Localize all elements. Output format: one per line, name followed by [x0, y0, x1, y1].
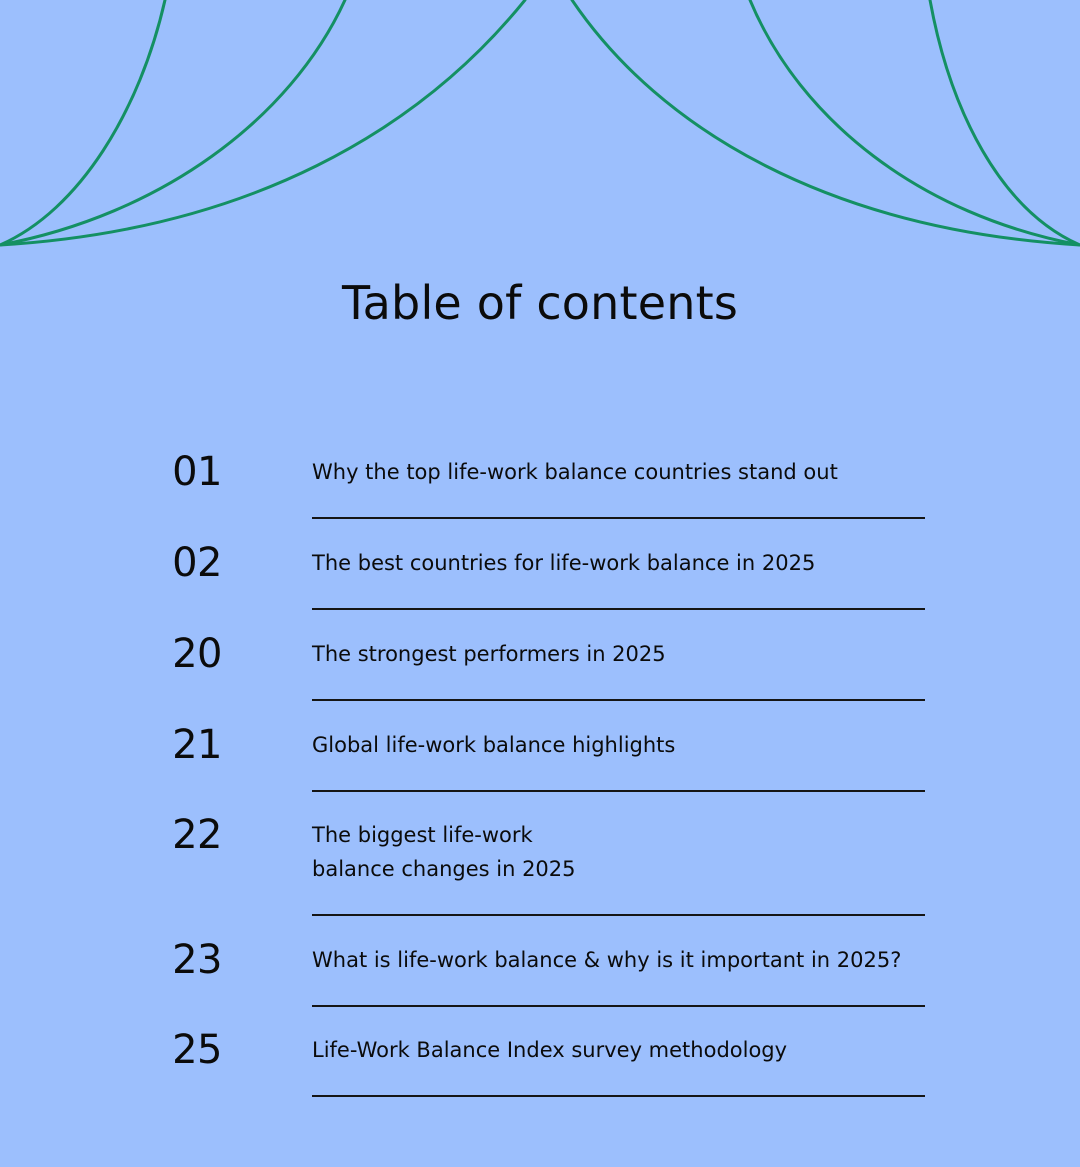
curve-right-2: [750, 0, 1080, 245]
toc-number: 21: [172, 722, 222, 768]
page-title: Table of contents: [341, 276, 739, 330]
toc-number: 25: [172, 1027, 222, 1073]
toc-divider: [312, 1005, 925, 1007]
toc-number: 23: [172, 937, 222, 983]
toc-divider: [312, 699, 925, 701]
curve-left-2: [0, 0, 345, 245]
toc-divider: [312, 914, 925, 916]
toc-number: 01: [172, 449, 222, 495]
curve-right-3: [572, 0, 1080, 245]
toc-number: 02: [172, 540, 222, 586]
toc-label: Why the top life-work balance countries stand out: [312, 460, 838, 484]
curve-left-1: [0, 0, 165, 245]
toc-label: The best countries for life-work balance in 2025: [312, 551, 816, 575]
toc-divider: [312, 1095, 925, 1097]
toc-label: What is life-work balance & why is it important in 2025?: [312, 948, 902, 972]
toc-label: The strongest performers in 2025: [312, 642, 666, 666]
toc-divider: [312, 608, 925, 610]
decorative-curves: [0, 0, 1080, 260]
toc-number: 20: [172, 631, 222, 677]
curve-right-1: [930, 0, 1080, 245]
toc-label: Global life-work balance highlights: [312, 733, 676, 757]
toc-divider: [312, 790, 925, 792]
toc-label: Life-Work Balance Index survey methodology: [312, 1038, 788, 1062]
curve-left-3: [0, 0, 525, 245]
toc-divider: [312, 517, 925, 519]
toc-number: 22: [172, 812, 222, 858]
toc-label: The biggest life-work balance changes in 2025: [312, 823, 576, 881]
